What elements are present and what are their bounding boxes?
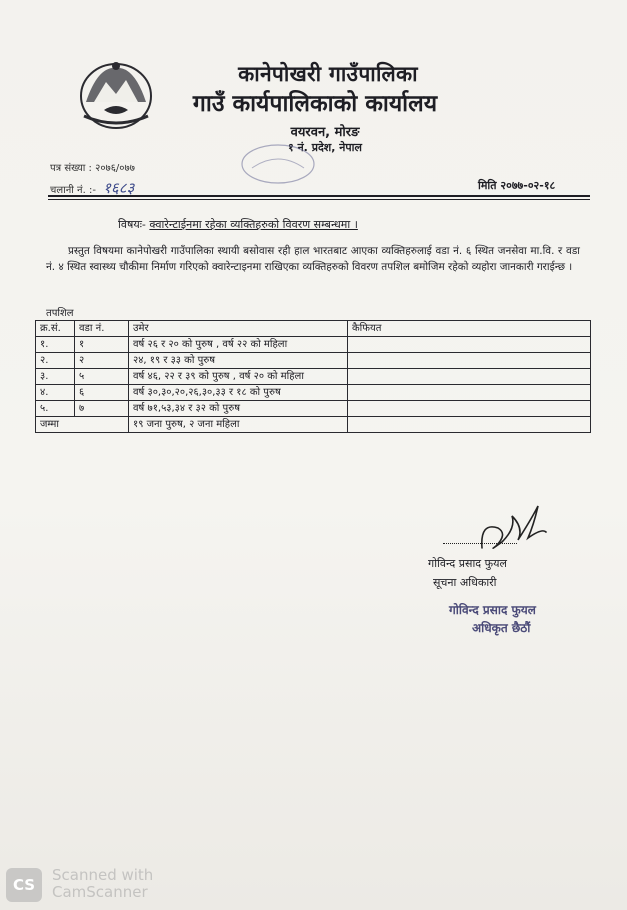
round-stamp-icon	[238, 142, 318, 186]
header-serial: क्र.सं.	[36, 321, 75, 337]
cell-ward: ५	[75, 369, 129, 385]
signature-dotted-line	[443, 543, 517, 544]
signatory-name: गोविन्द प्रसाद फुयल	[428, 557, 507, 570]
cell-serial: ३.	[36, 369, 75, 385]
quarantine-table	[35, 320, 591, 433]
letter-number-label: पत्र संख्या :	[50, 163, 92, 174]
cell-age: वर्ष ४६, २२ र ३९ को पुरुष , वर्ष २० को महिला	[129, 369, 348, 385]
camscanner-logo-icon: CS	[6, 868, 42, 902]
total-label: जम्मा	[36, 417, 129, 433]
cell-remarks	[348, 337, 591, 353]
cell-remarks	[348, 353, 591, 369]
office-address: वयरवन, मोरङ	[290, 125, 360, 140]
header-remarks: कैफियत	[348, 321, 591, 337]
watermark-text	[52, 867, 153, 901]
table-row	[36, 385, 591, 401]
cell-remarks	[348, 385, 591, 401]
signatory-title: सूचना अधिकारी	[433, 576, 497, 589]
scanner-watermark	[6, 868, 166, 902]
office-title: कानेपोखरी गाउँपालिका	[238, 62, 418, 86]
dispatch-number-handwritten: १६८३	[103, 179, 135, 197]
handwritten-signature-icon	[472, 498, 552, 558]
cell-ward: ७	[75, 401, 129, 417]
cell-serial: २.	[36, 353, 75, 369]
letter-number-value: २०७६/०७७	[95, 163, 135, 174]
nepal-emblem-icon	[76, 58, 156, 132]
cell-serial: ५.	[36, 401, 75, 417]
watermark-line2: CamScanner	[52, 883, 148, 901]
letter-number	[50, 160, 135, 174]
header-divider	[48, 195, 590, 197]
total-value: १९ जना पुरुष, २ जना महिला	[129, 417, 348, 433]
header-age: उमेर	[129, 321, 348, 337]
letter-date	[478, 178, 555, 193]
header-divider-thin	[48, 199, 590, 200]
table-row	[36, 353, 591, 369]
cell-age: २४, १९ र ३३ को पुरुष	[129, 353, 348, 369]
subject-line	[118, 217, 358, 232]
dispatch-number-label: चलानी नं. :-	[50, 185, 96, 196]
table-row	[36, 401, 591, 417]
table-total-row	[36, 417, 591, 433]
cell-serial: १.	[36, 337, 75, 353]
cell-remarks	[348, 369, 591, 385]
watermark-line1: Scanned with	[52, 866, 154, 884]
office-province: १ नं. प्रदेश, नेपाल	[288, 141, 362, 154]
cell-ward: १	[75, 337, 129, 353]
cell-ward: ६	[75, 385, 129, 401]
body-paragraph	[46, 243, 580, 275]
cell-ward: २	[75, 353, 129, 369]
table-header-row	[36, 321, 591, 337]
date-value: २०७७-०२-१८	[500, 179, 556, 192]
table-row	[36, 369, 591, 385]
subject-text: क्वारेन्टाईनमा रहेका व्यक्तिहरुको विवरण सम्बन्धमा ।	[149, 218, 358, 231]
body-text: प्रस्तुत विषयमा कानेपोखरी गाउँपालिका स्थायी बसोवास रही हाल भारतबाट आएका व्यक्तिहरुलाई वडा नं. ६ स्थित जनसेवा मा.वि. र वडा नं. ४ स्थित स्वास्थ्य चौकीमा निर्माण गरिएको क्वारेन्टाइनमा राखिएका व्यक्तिहरुको विवरण तपशिल बमोजिम रहेको व्यहोरा जानकारी गराईन्छ ।	[46, 245, 580, 273]
office-subtitle: गाउँ कार्यपालिकाको कार्यालय	[192, 91, 438, 117]
name-stamp: गोविन्द प्रसाद फुयल	[449, 603, 536, 617]
date-label: मिति	[478, 179, 497, 192]
table-caption: तपशिल	[46, 308, 74, 319]
subject-label: विषयः-	[118, 218, 146, 231]
designation-stamp: अधिकृत छैठौं	[472, 621, 531, 635]
cell-remarks	[348, 401, 591, 417]
cell-age: वर्ष ३०,३०,२०,२६,३०,३३ र १८ को पुरुष	[129, 385, 348, 401]
cell-age: वर्ष २६ र २० को पुरुष , वर्ष २२ को महिला	[129, 337, 348, 353]
cell-age: वर्ष ७१,५३,३४ र ३२ को पुरुष	[129, 401, 348, 417]
total-remarks	[348, 417, 591, 433]
header-ward: वडा नं.	[75, 321, 129, 337]
table-row	[36, 337, 591, 353]
cell-serial: ४.	[36, 385, 75, 401]
